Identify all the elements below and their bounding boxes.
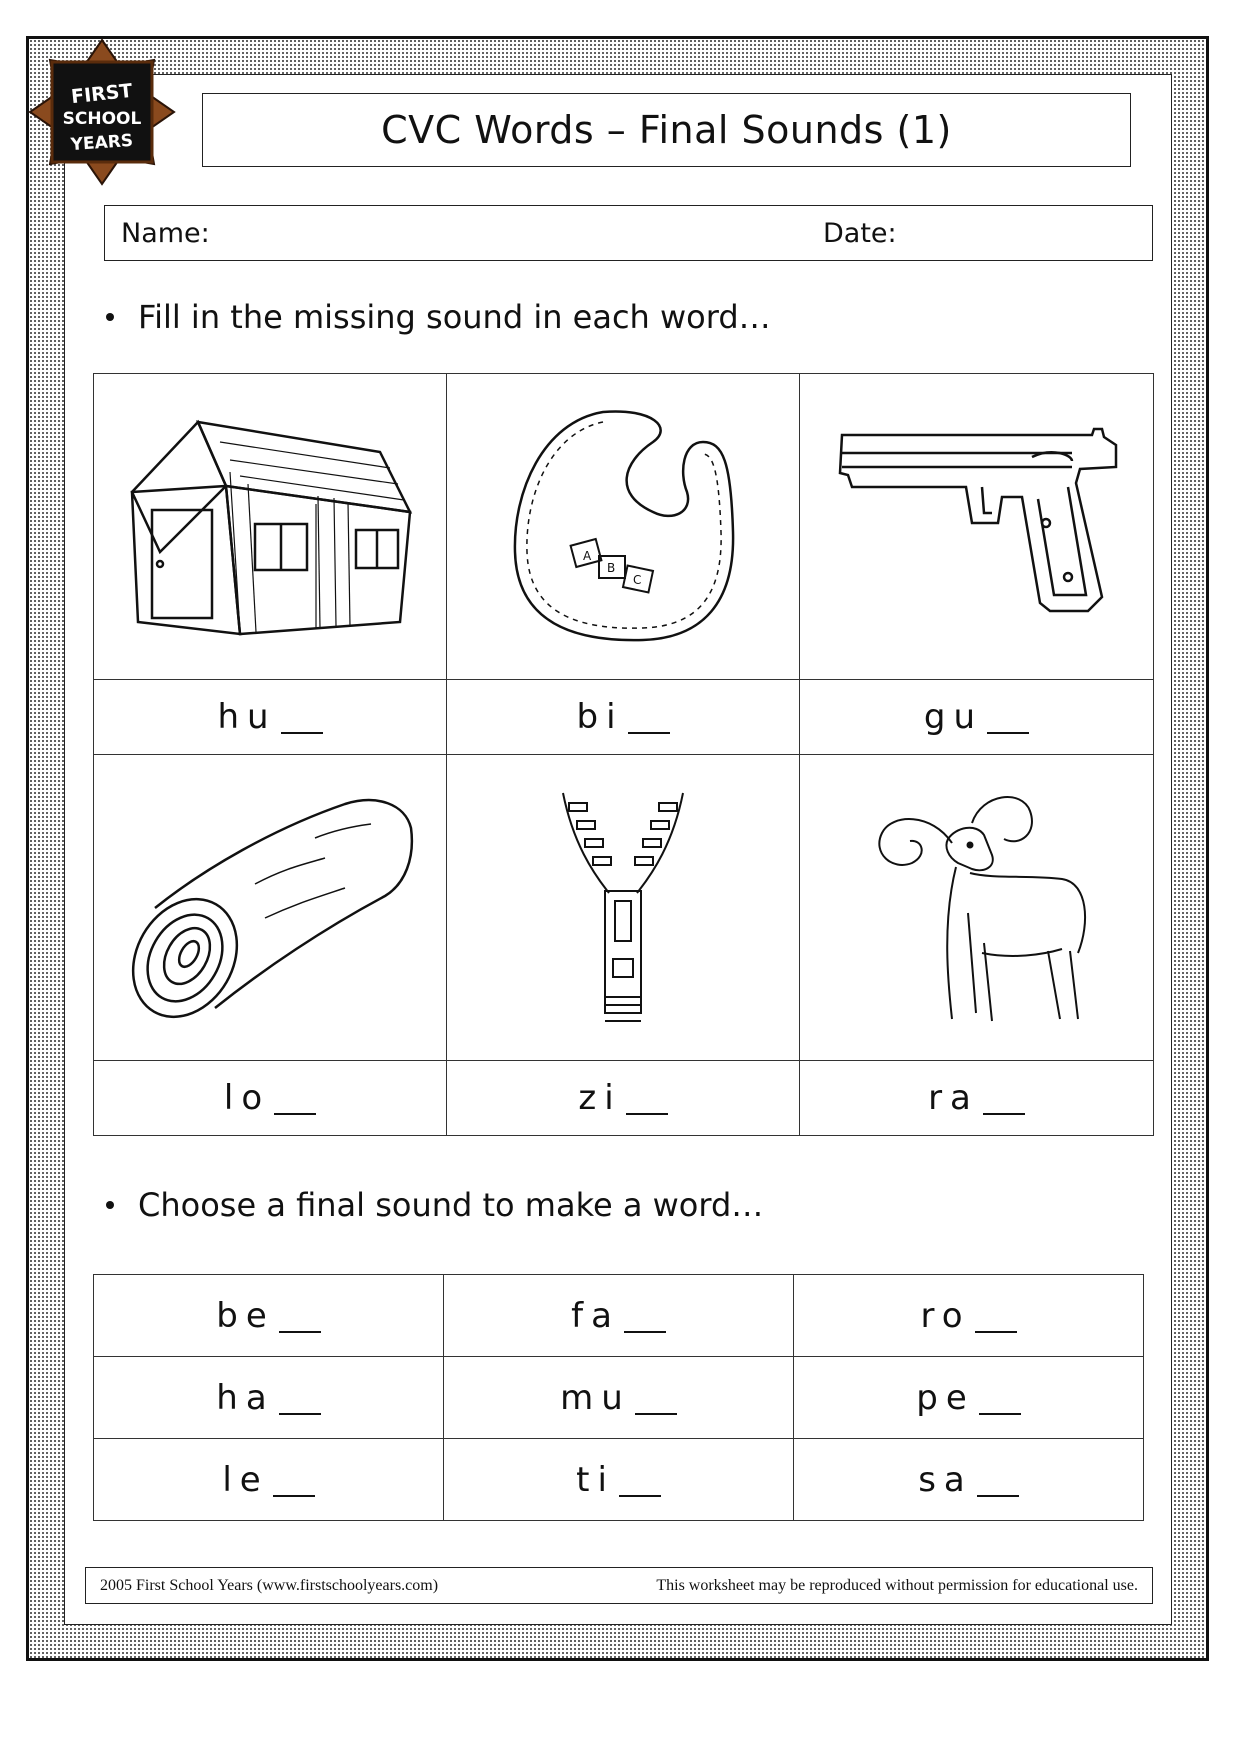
instruction-2-text: Choose a final sound to make a word… <box>138 1186 764 1224</box>
answer-blank[interactable] <box>624 1301 666 1333</box>
ram-icon <box>852 783 1102 1033</box>
answer-blank[interactable] <box>975 1301 1017 1333</box>
instruction-1-text: Fill in the missing sound in each word… <box>138 298 771 336</box>
word-prefix: pe <box>916 1377 975 1418</box>
log-icon <box>115 788 425 1028</box>
answer-blank[interactable] <box>619 1465 661 1497</box>
answer-blank[interactable] <box>279 1383 321 1415</box>
word-cell <box>794 1439 1144 1521</box>
logo-text-school: SCHOOL <box>62 109 142 129</box>
answer-blank[interactable] <box>279 1301 321 1333</box>
answer-blank[interactable] <box>635 1383 677 1415</box>
picture-cell <box>447 374 800 680</box>
word-cell <box>94 1275 444 1357</box>
shed-icon <box>120 412 420 642</box>
picture-cell <box>94 755 447 1061</box>
answer-blank[interactable] <box>628 702 670 734</box>
word-cell <box>444 1275 794 1357</box>
word-cell <box>447 1061 800 1136</box>
word-cell <box>94 1061 447 1136</box>
picture-cell <box>800 755 1154 1061</box>
word-cell <box>447 680 800 755</box>
answer-blank[interactable] <box>626 1083 668 1115</box>
instruction-2 <box>106 1186 763 1224</box>
word-cell <box>800 1061 1154 1136</box>
first-school-years-logo <box>28 38 176 186</box>
svg-text:B: B <box>607 560 616 575</box>
svg-text:C: C <box>633 572 642 587</box>
final-sound-grid <box>93 1274 1144 1521</box>
word-prefix: zi <box>578 1078 622 1118</box>
footer <box>85 1567 1153 1604</box>
name-label: Name: <box>121 218 210 249</box>
word-prefix: gu <box>923 697 984 737</box>
word-cell <box>800 680 1154 755</box>
answer-blank[interactable] <box>274 1083 316 1115</box>
bib-icon <box>503 402 743 652</box>
zipper-icon <box>543 783 703 1033</box>
answer-blank[interactable] <box>987 702 1029 734</box>
word-prefix: ha <box>216 1377 275 1418</box>
instruction-1 <box>106 298 771 336</box>
word-prefix: ro <box>920 1295 971 1336</box>
word-prefix: ra <box>928 1078 979 1118</box>
picture-word-grid <box>93 373 1154 1136</box>
answer-blank[interactable] <box>979 1383 1021 1415</box>
date-label: Date: <box>823 218 897 249</box>
footer-permission: This worksheet may be reproduced without permission for educational use. <box>656 1576 1138 1594</box>
gun-icon <box>832 427 1122 627</box>
answer-blank[interactable] <box>977 1465 1019 1497</box>
worksheet-title <box>202 93 1131 167</box>
word-prefix: le <box>222 1459 269 1500</box>
word-prefix: bi <box>576 697 624 737</box>
picture-cell <box>447 755 800 1061</box>
picture-cell <box>94 374 447 680</box>
word-cell <box>94 1439 444 1521</box>
picture-cell <box>800 374 1154 680</box>
logo-text-years: YEARS <box>70 130 134 156</box>
name-date-box <box>104 205 1153 261</box>
word-cell <box>94 680 447 755</box>
bullet-icon <box>106 313 114 321</box>
word-prefix: lo <box>223 1078 271 1118</box>
title-text: CVC Words – Final Sounds (1) <box>381 108 952 152</box>
word-prefix: be <box>216 1295 275 1336</box>
logo-text-first: FIRST <box>70 79 134 109</box>
word-prefix: mu <box>560 1377 631 1418</box>
word-cell <box>94 1357 444 1439</box>
bullet-icon <box>106 1201 114 1209</box>
word-prefix: ti <box>576 1459 615 1500</box>
answer-blank[interactable] <box>983 1083 1025 1115</box>
word-cell <box>794 1357 1144 1439</box>
word-cell <box>794 1275 1144 1357</box>
answer-blank[interactable] <box>273 1465 315 1497</box>
word-cell <box>444 1439 794 1521</box>
footer-copyright: 2005 First School Years (www.firstschoolyears.com) <box>100 1576 439 1594</box>
word-prefix: sa <box>918 1459 973 1500</box>
word-prefix: fa <box>571 1295 620 1336</box>
answer-blank[interactable] <box>281 702 323 734</box>
svg-text:A: A <box>583 548 592 563</box>
word-prefix: hu <box>217 697 277 737</box>
word-cell <box>444 1357 794 1439</box>
